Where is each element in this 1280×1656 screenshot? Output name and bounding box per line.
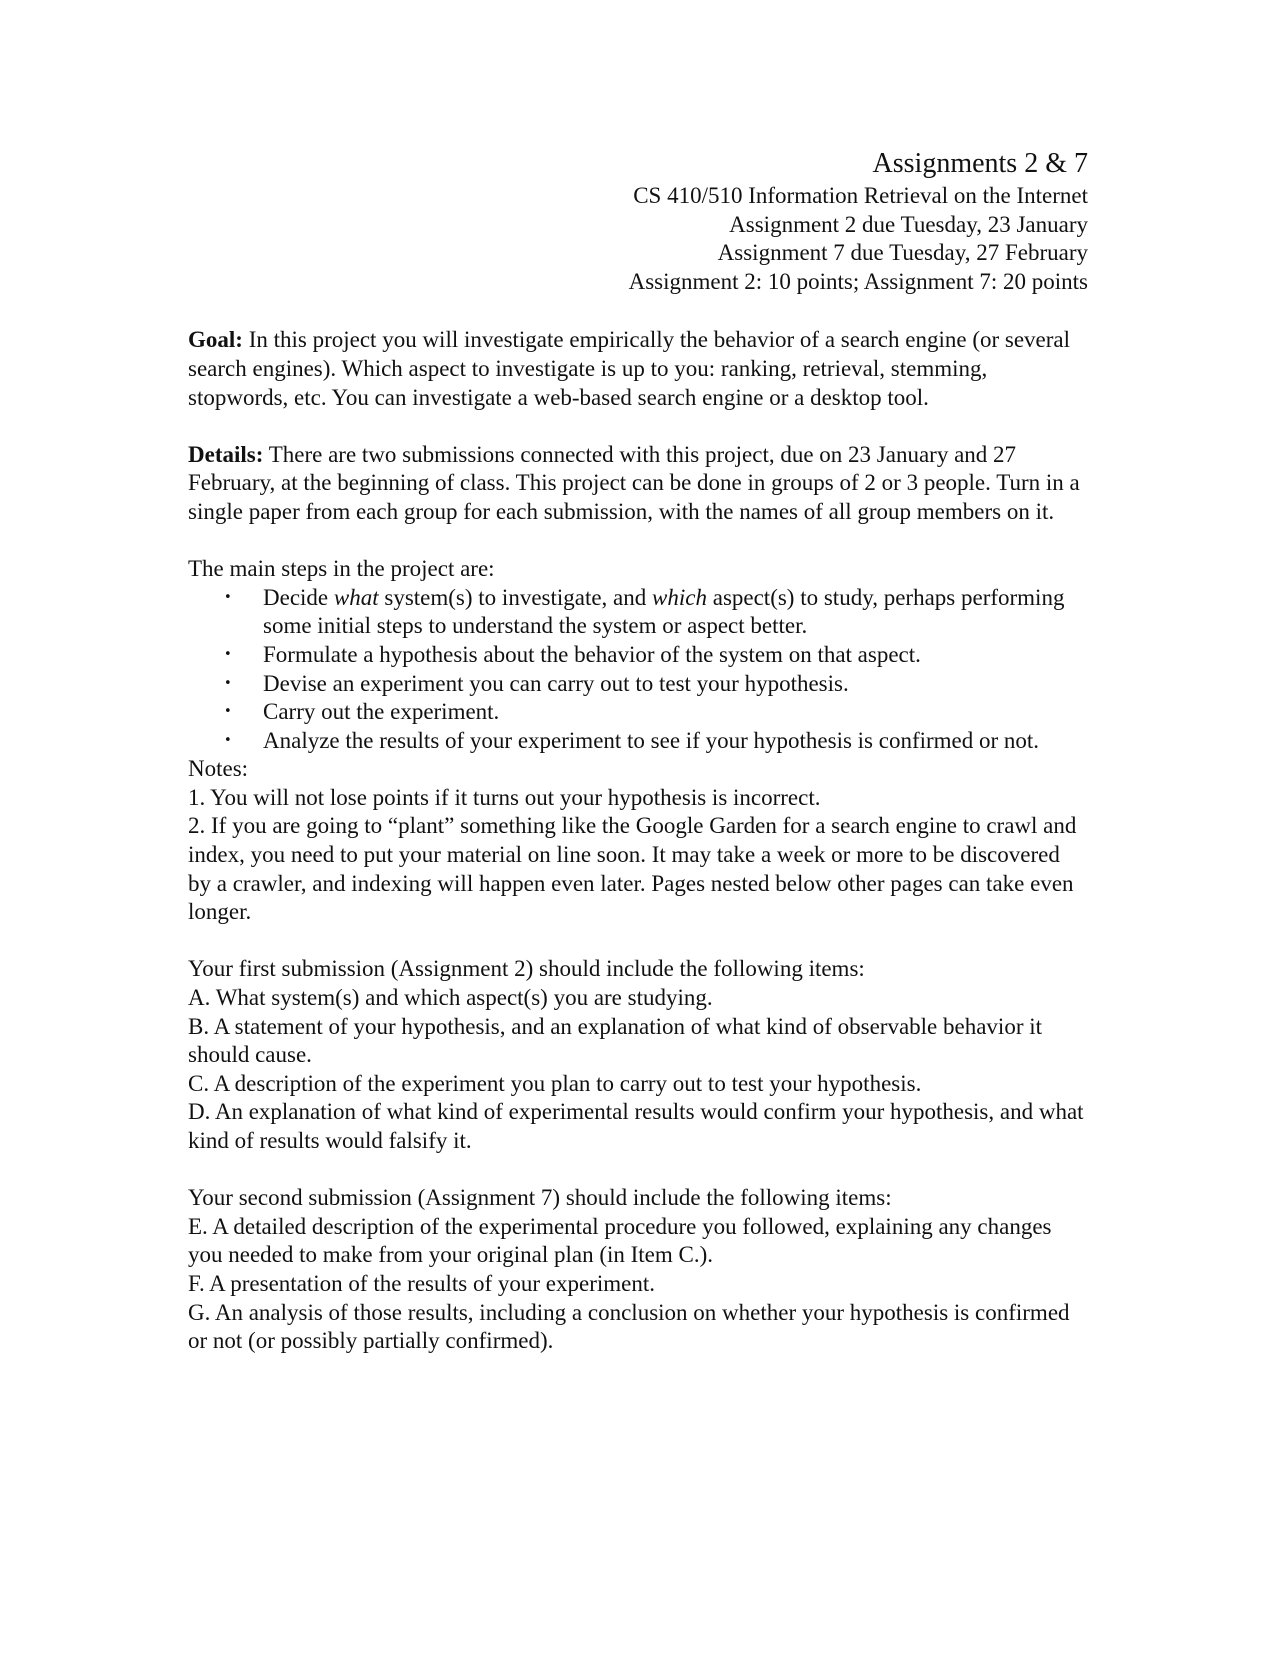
steps-list [188, 584, 1088, 756]
document-page [188, 146, 1088, 1356]
note-item: 1. You will not lose points if it turns out your hypothesis is incorrect. [188, 784, 821, 810]
step-text: Devise an experiment you can carry out to test your hypothesis. [263, 670, 849, 696]
list-item [188, 641, 1088, 670]
submission-item: C. A description of the experiment you plan to carry out to test your hypothesis. [188, 1070, 922, 1096]
goal-label: Goal: [188, 327, 243, 353]
goal-paragraph [188, 326, 1088, 412]
list-item [188, 670, 1088, 699]
submission-item: G. An analysis of those results, including a conclusion on whether your hypothesis is confirmed or not (or possibly partially confirmed). [188, 1299, 1070, 1354]
assignment-7-due: Assignment 7 due Tuesday, 27 February [717, 240, 1088, 266]
course-name: CS 410/510 Information Retrieval on the Internet [633, 183, 1088, 208]
second-submission-section [188, 1184, 1088, 1356]
steps-intro: The main steps in the project are: [188, 556, 495, 582]
bullet-icon: • [224, 675, 232, 691]
bullet-icon: • [224, 646, 232, 662]
step-text: Decide [263, 584, 334, 610]
submission-item: B. A statement of your hypothesis, and an explanation of what kind of observable behavior it should cause. [188, 1013, 1043, 1068]
bullet-icon: • [224, 589, 232, 605]
details-paragraph [188, 441, 1088, 527]
step-text: aspect(s) to study, perhaps performing some initial steps to understand the system or aspect better. [263, 584, 1065, 639]
list-item [188, 698, 1088, 727]
submission-item: F. A presentation of the results of your experiment. [188, 1270, 656, 1296]
step-text: Formulate a hypothesis about the behavior of the system on that aspect. [263, 641, 921, 667]
document-header [188, 146, 1088, 296]
details-text: There are two submissions connected with this project, due on 23 January and 27 February, at the beginning of class. This project can be done in groups of 2 or 3 people. Turn in a single paper from each group for each submission, with the names of all group members on it. [188, 441, 1080, 524]
first-submission-intro: Your first submission (Assignment 2) should include the following items: [188, 956, 865, 982]
step-text: Analyze the results of your experiment to see if your hypothesis is confirmed or not. [263, 727, 1040, 753]
submission-item: D. An explanation of what kind of experimental results would confirm your hypothesis, and what kind of results would falsify it. [188, 1099, 1084, 1153]
step-emphasis: which [652, 584, 707, 610]
second-submission-intro: Your second submission (Assignment 7) should include the following items: [188, 1185, 892, 1211]
list-item [188, 584, 1088, 641]
steps-section [188, 555, 1088, 927]
step-text: Carry out the experiment. [263, 699, 500, 725]
note-item: 2. If you are going to “plant” something like the Google Garden for a search engine to crawl and index, you need to put your material on line soon. It may take a week or more to be discovered by a crawler, and indexing will happen even later. Pages nested below other pages can take even longer. [188, 813, 1077, 925]
submission-item: E. A detailed description of the experimental procedure you followed, explaining any changes you needed to make from your original plan (in Item C.). [188, 1213, 1052, 1268]
first-submission-section [188, 955, 1088, 1155]
points-line: Assignment 2: 10 points; Assignment 7: 20 points [628, 268, 1088, 294]
step-text: system(s) to investigate, and [378, 584, 653, 610]
details-label: Details: [188, 441, 264, 467]
goal-text: In this project you will investigate empirically the behavior of a search engine (or several search engines). Which aspect to investigate is up to you: ranking, retrieval, stemming, stopwords, etc. You can investigate a web-based search engine or a desktop tool. [188, 327, 1071, 410]
document-title: Assignments 2 & 7 [872, 148, 1088, 179]
list-item [188, 727, 1088, 756]
submission-item: A. What system(s) and which aspect(s) you are studying. [188, 985, 713, 1011]
assignment-2-due: Assignment 2 due Tuesday, 23 January [729, 211, 1088, 237]
bullet-icon: • [224, 732, 232, 748]
step-emphasis: what [333, 584, 379, 610]
notes-label: Notes: [188, 756, 249, 782]
bullet-icon: • [224, 704, 232, 720]
